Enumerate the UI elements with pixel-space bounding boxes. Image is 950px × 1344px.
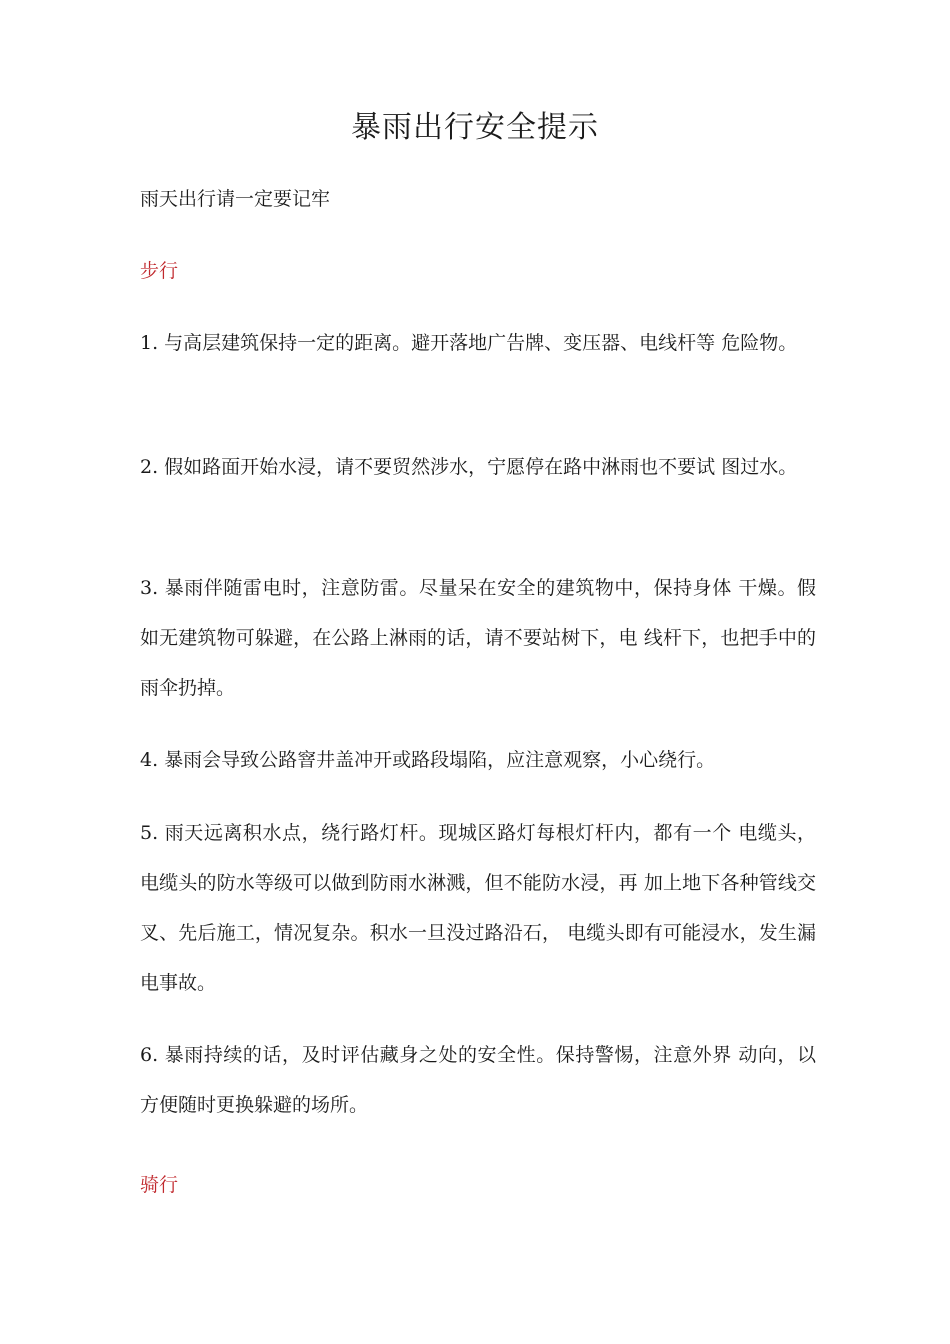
walking-tip-6: 6. 暴雨持续的话，及时评估藏身之处的安全性。保持警惕，注意外界 动向，以方便随时更换躲避的场所。 bbox=[140, 1044, 816, 1116]
document-subtitle: 雨天出行请一定要记牢 bbox=[140, 188, 331, 210]
walking-tip-1: 1. 与高层建筑保持一定的距离。避开落地广告牌、变压器、电线杆等 危险物。 bbox=[140, 332, 798, 354]
walking-tip-4: 4. 暴雨会导致公路窨井盖冲开或路段塌陷，应注意观察，小心绕行。 bbox=[140, 749, 716, 771]
section-heading-walking: 步行 bbox=[140, 260, 179, 282]
walking-tip-2: 2. 假如路面开始水浸，请不要贸然涉水，宁愿停在路中淋雨也不要试 图过水。 bbox=[140, 456, 798, 478]
walking-tip-3: 3. 暴雨伴随雷电时，注意防雷。尽量呆在安全的建筑物中，保持身体 干燥。假如无建筑物可躲避，在公路上淋雨的话，请不要站树下，电 线杆下，也把手中的雨伞扔掉。 bbox=[140, 577, 816, 699]
walking-tip-5: 5. 雨天远离积水点，绕行路灯杆。现城区路灯每根灯杆内，都有一个 电缆头，电缆头的防水等级可以做到防雨水淋溅，但不能防水浸，再 加上地下各种管线交叉、先后施工，情况复杂。积水一旦没过路沿石， 电缆头即有可能浸水，发生漏电事故。 bbox=[140, 822, 816, 994]
document-title: 暴雨出行安全提示 bbox=[351, 110, 599, 145]
section-heading-cycling: 骑行 bbox=[140, 1174, 179, 1196]
